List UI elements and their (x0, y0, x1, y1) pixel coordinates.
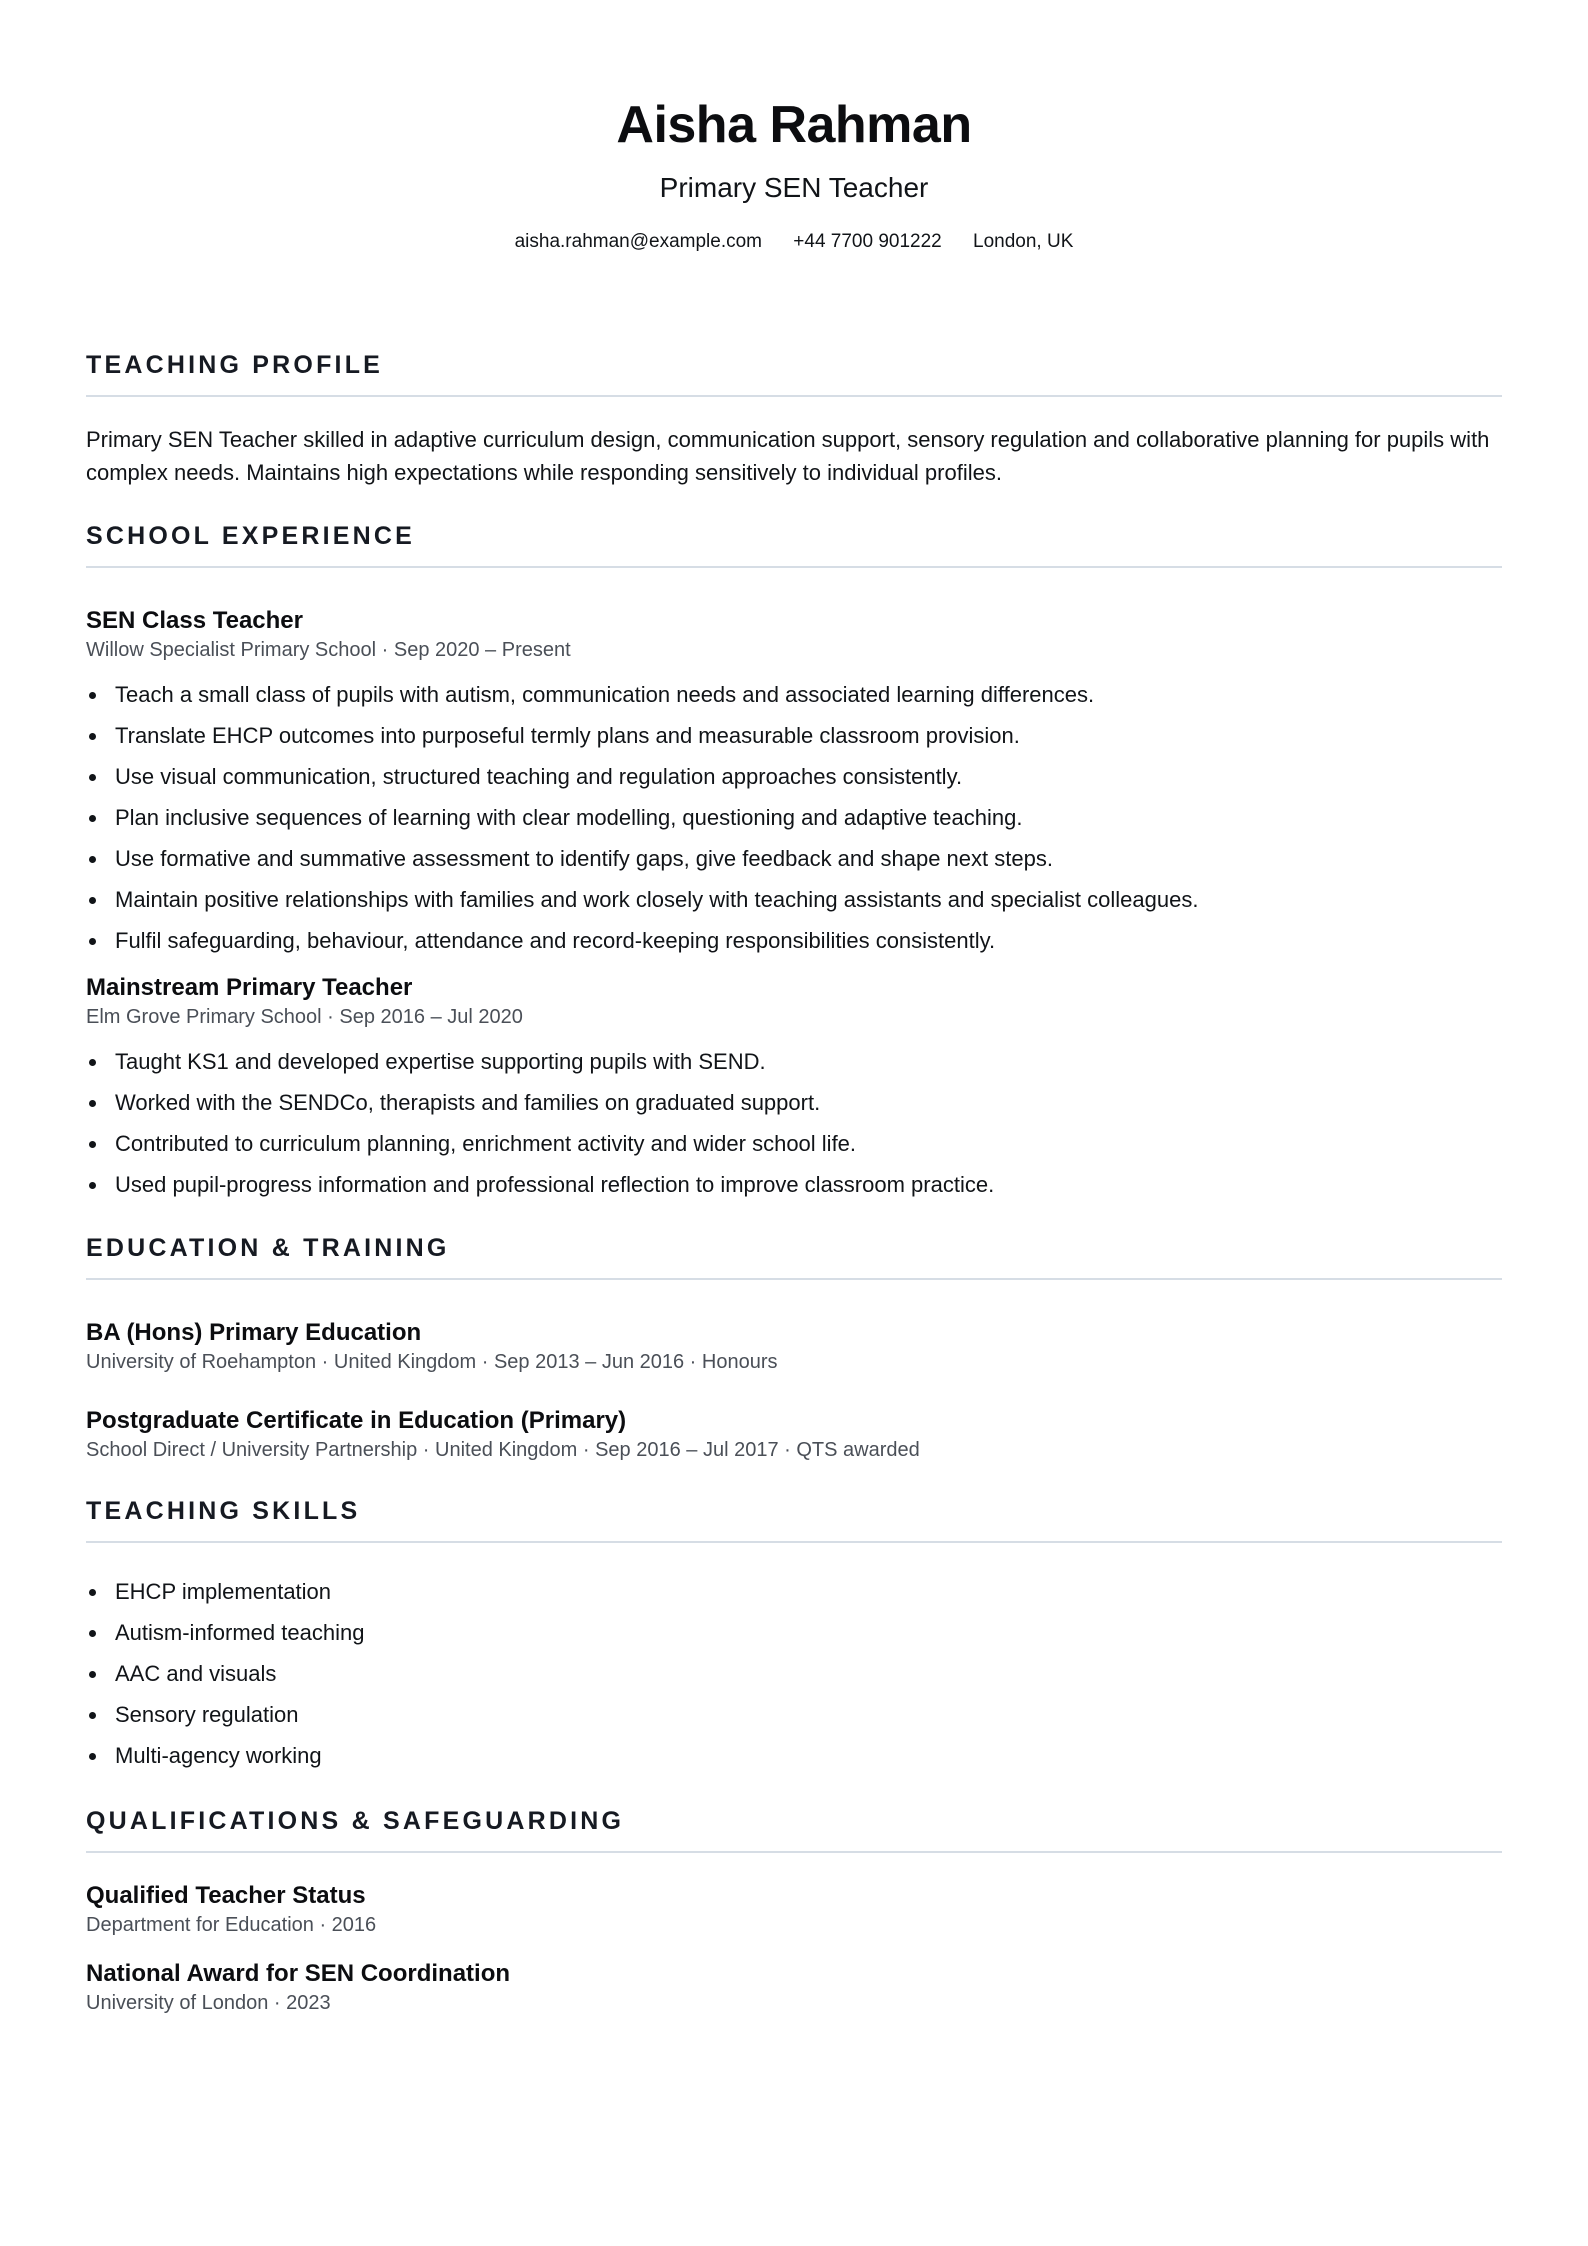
bullet-item: Use visual communication, structured teaching and regulation approaches consistently. (86, 756, 1502, 797)
skill-item: AAC and visuals (86, 1653, 1502, 1694)
job-entry-bullets (86, 1041, 1502, 1205)
bullet-item: Fulfil safeguarding, behaviour, attendance and record-keeping responsibilities consistently. (86, 920, 1502, 961)
bullet-item: Worked with the SENDCo, therapists and families on graduated support. (86, 1082, 1502, 1123)
bullet-item: Used pupil-progress information and professional reflection to improve classroom practice. (86, 1164, 1502, 1205)
candidate-name: Aisha Rahman (616, 96, 972, 154)
qualification-entry (86, 1959, 1502, 2017)
qualification-title: Qualified Teacher Status (86, 1882, 366, 1909)
profile-section (86, 350, 1502, 489)
contact-line (86, 230, 1502, 254)
qualifications-heading: QUALIFICATIONS & SAFEGUARDING (86, 1806, 1502, 1853)
job-entry-meta: Elm Grove Primary School · Sep 2016 – Jul 2020 (86, 1006, 523, 1028)
skill-item: Autism-informed teaching (86, 1612, 1502, 1653)
contact-phone: +44 7700 901222 (793, 231, 942, 252)
skills-section (86, 1496, 1502, 1776)
education-entry-meta: University of Roehampton · United Kingdom · Sep 2013 – Jun 2016 · Honours (86, 1351, 778, 1373)
skill-item: Sensory regulation (86, 1694, 1502, 1735)
resume-header (86, 0, 1502, 254)
education-entry (86, 1318, 1502, 1376)
bullet-item: Contributed to curriculum planning, enrichment activity and wider school life. (86, 1123, 1502, 1164)
education-entry-title: Postgraduate Certificate in Education (Primary) (86, 1407, 627, 1434)
education-heading: EDUCATION & TRAINING (86, 1233, 1502, 1280)
education-entry (86, 1406, 1502, 1464)
bullet-item: Maintain positive relationships with families and work closely with teaching assistants and specialist colleagues. (86, 879, 1502, 920)
contact-location: London, UK (973, 231, 1074, 252)
bullet-item: Taught KS1 and developed expertise supporting pupils with SEND. (86, 1041, 1502, 1082)
bullet-item: Plan inclusive sequences of learning with clear modelling, questioning and adaptive teaching. (86, 797, 1502, 838)
profile-heading: TEACHING PROFILE (86, 350, 1502, 397)
experience-section (86, 521, 1502, 1205)
skills-heading: TEACHING SKILLS (86, 1496, 1502, 1543)
skill-item: Multi-agency working (86, 1735, 1502, 1776)
qualification-meta: University of London · 2023 (86, 1992, 331, 2014)
education-entry-title: BA (Hons) Primary Education (86, 1319, 422, 1346)
profile-text: Primary SEN Teacher skilled in adaptive curriculum design, communication support, sensory regulation and collaborative planning for pupils with complex needs. Maintains high expectations while responding sensitively to individual profiles. (86, 427, 1490, 485)
bullet-item: Teach a small class of pupils with autism, communication needs and associated learning differences. (86, 674, 1502, 715)
job-entry-bullets (86, 674, 1502, 961)
skills-list (86, 1571, 1502, 1776)
job-entry (86, 606, 1502, 961)
qualification-entry (86, 1881, 1502, 1939)
bullet-item: Use formative and summative assessment to identify gaps, give feedback and shape next steps. (86, 838, 1502, 879)
job-entry-title: Mainstream Primary Teacher (86, 974, 413, 1001)
qualification-title: National Award for SEN Coordination (86, 1960, 511, 1987)
job-entry-meta: Willow Specialist Primary School · Sep 2020 – Present (86, 639, 571, 661)
experience-heading: SCHOOL EXPERIENCE (86, 521, 1502, 568)
contact-email: aisha.rahman@example.com (514, 231, 762, 252)
skill-item: EHCP implementation (86, 1571, 1502, 1612)
bullet-item: Translate EHCP outcomes into purposeful termly plans and measurable classroom provision. (86, 715, 1502, 756)
job-entry-title: SEN Class Teacher (86, 607, 303, 634)
job-title: Primary SEN Teacher (659, 172, 929, 203)
education-section (86, 1233, 1502, 1464)
education-entry-meta: School Direct / University Partnership · United Kingdom · Sep 2016 – Jul 2017 · QTS awarded (86, 1439, 920, 1461)
qualifications-section (86, 1806, 1502, 2017)
qualification-meta: Department for Education · 2016 (86, 1914, 377, 1936)
job-entry (86, 973, 1502, 1205)
